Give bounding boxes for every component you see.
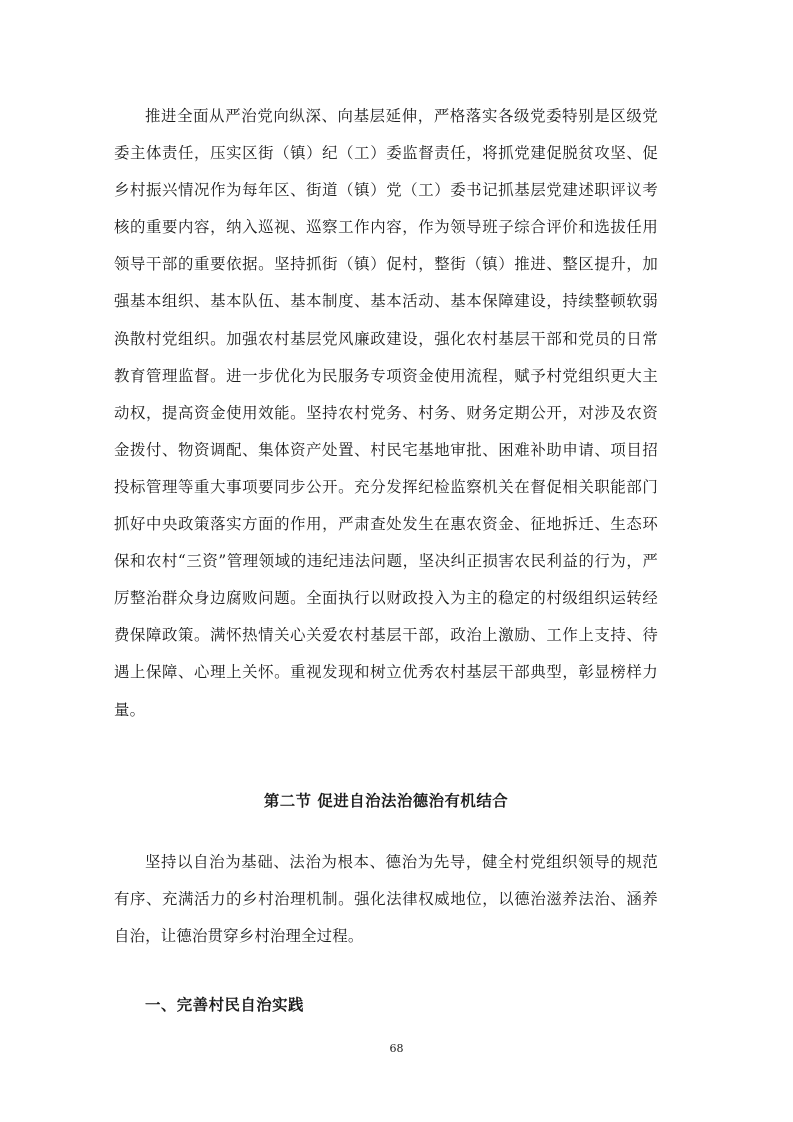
page-number: 68 [389, 1042, 404, 1055]
body-paragraph-governance: 坚持以自治为基础、法治为根本、德治为先导，健全村党组织领导的规范有序、充满活力的乡村治理机制。强化法律权威地位，以德治滋养法治、涵养自治，让德治贯穿乡村治理全过程。 [114, 853, 658, 946]
body-paragraph-party-building: 推进全面从严治党向纵深、向基层延伸，严格落实各级党委特别是区级党委主体责任，压实区街（镇）纪（工）委监督责任，将抓党建促脱贫攻坚、促乡村振兴情况作为每年区、街道（镇）党（工）委书记抓基层党建述职评议考核的重要内容，纳入巡视、巡察工作内容，作为领导班子综合评价和选拔任用领导干部的重要依据。坚持抓街（镇）促村，整街（镇）推进、整区提升，加强基本组织、基本队伍、基本制度、基本活动、基本保障建设，持续整顿软弱涣散村党组织。加强农村基层党风廉政建设，强化农村基层干部和党员的日常教育管理监督。进一步优化为民服务专项资金使用流程，赋予村党组织更大主动权，提高资金使用效能。坚持农村党务、村务、财务定期公开，对涉及农资金拨付、物资调配、集体资产处置、村民宅基地审批、困难补助申请、项目招投标管理等重大事项要同步公开。充分发挥纪检监察机关在督促相关职能部门抓好中央政策落实方面的作用，严肃查处发生在惠农资金、征地拆迁、生态环保和农村“三资”管理领域的违纪违法问题，坚决纠正损害农民利益的行为，严厉整治群众身边腐败问题。全面执行以财政投入为主的稳定的村级组织运转经费保障政策。满怀热情关心关爱农村基层干部，政治上激励、工作上支持、待遇上保障、心理上关怀。重视发现和树立优秀农村基层干部典型，彰显榜样力量。 [114, 107, 658, 719]
sub-heading: 一、完善村民自治实践 [145, 996, 304, 1014]
section-title: 第二节 促进自治法治德治有机结合 [263, 792, 509, 810]
